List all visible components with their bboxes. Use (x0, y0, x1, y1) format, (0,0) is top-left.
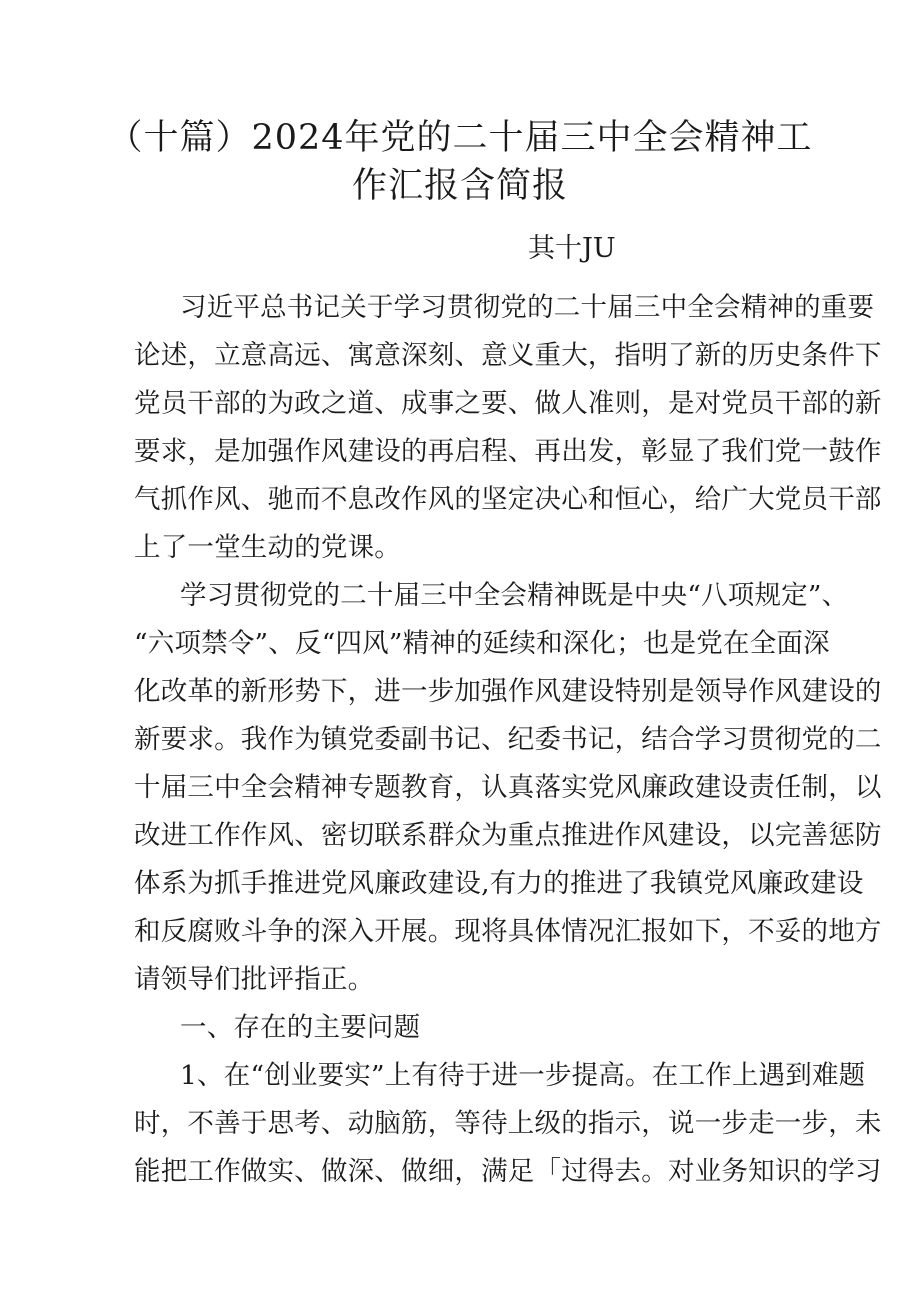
paragraph-line: 体系为抓手推进党风廉政建设,有力的推进了我镇党风廉政建设 (134, 868, 864, 899)
paragraph-line: 上了一堂生动的党课。 (134, 532, 401, 563)
section-heading: 一、存在的主要问题 (180, 1012, 421, 1043)
paragraph-line: 学习贯彻党的二十届三中全会精神既是中央“八项规定”、 (180, 580, 849, 611)
document-subtitle: 其十JU (528, 233, 616, 264)
document-title-line-1: （十篇）2024年党的二十届三中全会精神工 (107, 118, 813, 158)
document-title-line-2: 作汇报含简报 (351, 166, 568, 206)
paragraph-line: 改进工作作风、密切联系群众为重点推进作风建设，以完善惩防 (134, 820, 882, 851)
paragraph-line: 化改革的新形势下，进一步加强作风建设特别是领导作风建设的 (134, 676, 882, 707)
paragraph-line: 能把工作做实、做深、做细，满足「过得去。对业务知识的学习 (134, 1156, 882, 1187)
paragraph-line: 论述，立意高远、寓意深刻、意义重大，指明了新的历史条件下 (134, 340, 882, 371)
paragraph-line: “六项禁令”、反“四风”精神的延续和深化；也是党在全面深 (134, 628, 830, 659)
paragraph-line: 党员干部的为政之道、成事之要、做人准则，是对党员干部的新 (134, 388, 882, 419)
paragraph-line: 十届三中全会精神专题教育，认真落实党风廉政建设责任制，以 (134, 772, 882, 803)
paragraph-line: 请领导们批评指正。 (134, 964, 375, 995)
paragraph-line: 要求，是加强作风建设的再启程、再出发，彰显了我们党一鼓作 (134, 436, 882, 467)
paragraph-line: 气抓作风、驰而不息改作风的坚定决心和恒心，给广大党员干部 (134, 484, 882, 515)
paragraph-line: 时，不善于思考、动脑筋，等待上级的指示，说一步走一步，未 (134, 1108, 882, 1139)
paragraph-line: 习近平总书记关于学习贯彻党的二十届三中全会精神的重要 (180, 292, 875, 323)
paragraph-line: 新要求。我作为镇党委副书记、纪委书记，结合学习贯彻党的二 (134, 724, 882, 755)
paragraph-line: 和反腐败斗争的深入开展。现将具体情况汇报如下，不妥的地方 (134, 916, 882, 947)
paragraph-line: 1、在“创业要实”上有待于进一步提高。在工作上遇到难题 (180, 1060, 866, 1091)
